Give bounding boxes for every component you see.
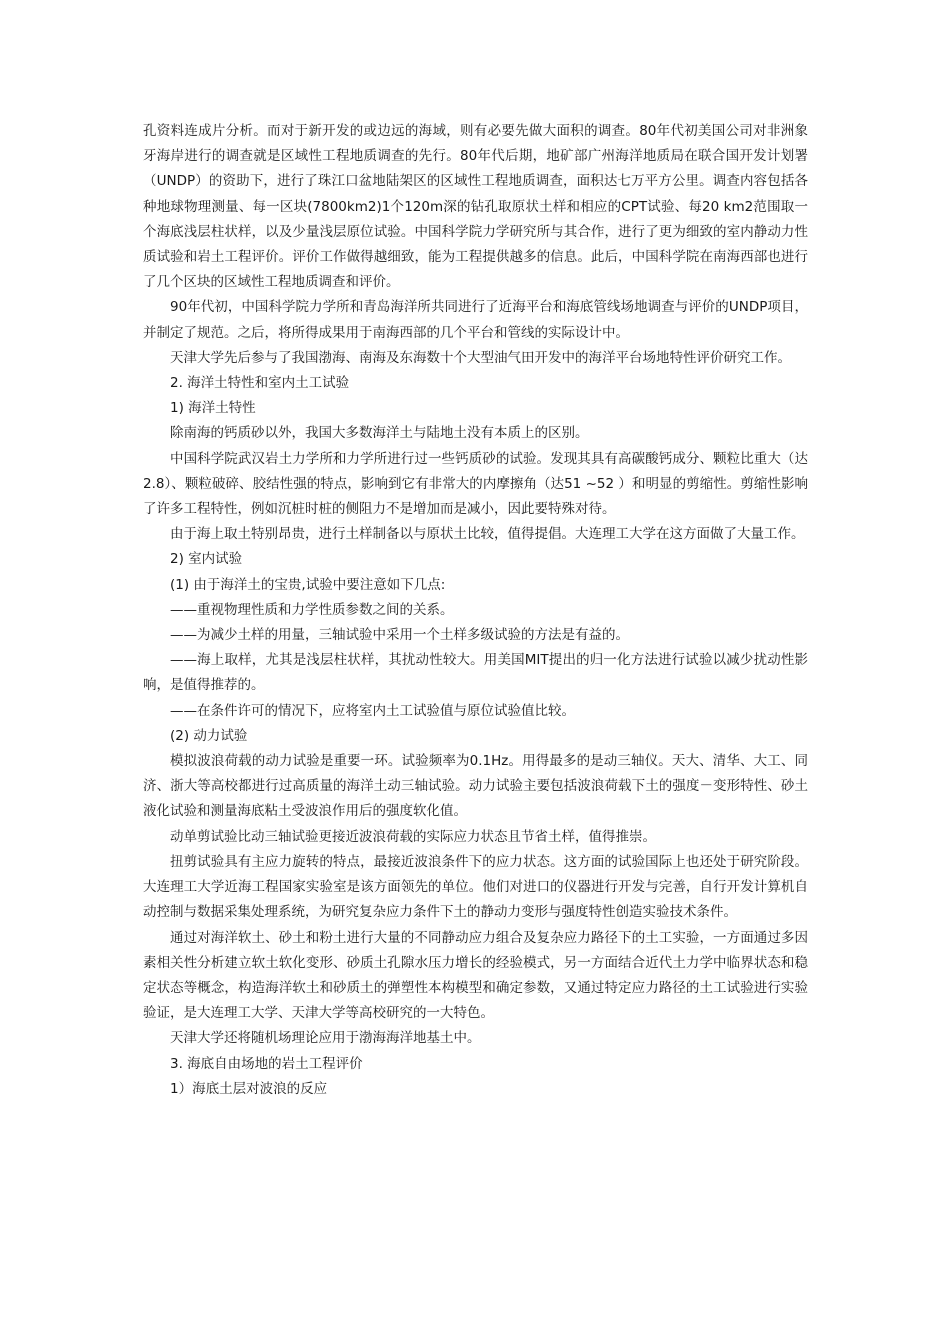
paragraph-random-field: 天津大学还将随机场理论应用于渤海海洋地基土中。 [170, 1030, 481, 1047]
paragraph-sample-preparation: 由于海上取土特别昂贵，进行土样制备以与原状土比较，值得提倡。大连理工大学在这方面做了大量工作。 [170, 526, 805, 543]
subsection-heading-lab-tests: 2) 室内试验 [170, 551, 243, 568]
list-item-in-situ-comparison: ——在条件许可的情况下，应将室内土工试验值与原位试验值比较。 [170, 702, 575, 719]
document-body [143, 119, 808, 1102]
paragraph-constitutive-model: 通过对海洋软土、砂土和粉土进行大量的不同静动应力组合及复杂应力路径下的土工实验，一方面通过多因素相关性分析建立软土软化变形、砂质土孔隙水压力增长的经验模式，另一方面结合近代土力学中临界状态和稳定状态等概念，构造海洋软土和砂质土的弹塑性本构模型和确定参数，又通过特定应力路径的土工试验进行实验验证，是大连理工大学、天津大学等高校研究的一大特色。 [143, 929, 808, 1022]
paragraph-tianjin-university: 天津大学先后参与了我国渤海、南海及东海数十个大型油气田开发中的海洋平台场地特性评价研究工作。 [170, 349, 791, 366]
list-item-physical-mechanical: ——重视物理性质和力学性质参数之间的关系。 [170, 601, 454, 618]
list-item-triaxial: ——为减少土样的用量，三轴试验中采用一个土样多级试验的方法是有益的。 [170, 627, 629, 644]
paragraph-dynamic-simple-shear: 动单剪试验比动三轴试验更接近波浪荷载的实际应力状态且节省土样，值得推崇。 [170, 828, 656, 845]
paragraph-regional-survey: 孔资料连成片分析。而对于新开发的或边远的海域，则有必要先做大面积的调查。80年代初美国公司对非洲象牙海岸进行的调查就是区域性工程地质调查的先行。80年代后期，地矿部广州海洋地质局在联合国开发计划署（UNDP）的资助下，进行了珠江口盆地陆架区的区域性工程地质调查，面积达七万平方公里。调查内容包括各种地球物理测量、每一区块(7800km2)1个120m深的钻孔取原状土样和相应的CPT试验、每20 km2范围取一个海底浅层柱状样，以及少量浅层原位试验。中国科学院力学研究所与其合作，进行了更为细致的室内静动力性质试验和岩土工程评价。评价工作做得越细致，能为工程提供越多的信息。此后，中国科学院在南海西部也进行了几个区块的区域性工程地质调查和评价。 [143, 123, 808, 291]
section-heading-free-field: 3. 海底自由场地的岩土工程评价 [170, 1055, 363, 1072]
paragraph-undp-project: 90年代初，中国科学院力学所和青岛海洋所共同进行了近海平台和海底管线场地调查与评价的UNDP项目，并制定了规范。之后，将所得成果用于南海西部的几个平台和管线的实际设计中。 [143, 299, 808, 341]
subsection-heading-wave-response: 1）海底土层对波浪的反应 [170, 1080, 328, 1097]
section-heading-marine-soil: 2. 海洋土特性和室内土工试验 [170, 375, 350, 392]
list-item-disturbance: ——海上取样，尤其是浅层柱状样，其扰动性较大。用美国MIT提出的归一化方法进行试验以减少扰动性影响，是值得推荐的。 [143, 652, 808, 694]
paragraph-torsional-shear: 扭剪试验具有主应力旋转的特点，最接近波浪条件下的应力状态。这方面的试验国际上也还处于研究阶段。大连理工大学近海工程国家实验室是该方面领先的单位。他们对进口的仪器进行开发与完善，自行开发计算机自动控制与数据采集处理系统，为研究复杂应力条件下土的静动力变形与强度特性创造实验技术条件。 [143, 853, 808, 921]
list-heading-dynamic-tests: (2) 动力试验 [170, 727, 248, 744]
subsection-heading-soil-properties: 1) 海洋土特性 [170, 400, 256, 417]
paragraph-dynamic-triaxial: 模拟波浪荷载的动力试验是重要一环。试验频率为0.1Hz。用得最多的是动三轴仪。天大、清华、大工、同济、浙大等高校都进行过高质量的海洋土动三轴试验。动力试验主要包括波浪荷载下土的强度－变形特性、砂土液化试验和测量海底粘土受波浪作用后的强度软化值。 [143, 753, 808, 820]
list-heading-precautions: (1) 由于海洋土的宝贵,试验中要注意如下几点: [170, 576, 446, 593]
paragraph-wuhan-institute: 中国科学院武汉岩土力学所和力学所进行过一些钙质砂的试验。发现其具有高碳酸钙成分、颗粒比重大（达2.8）、颗粒破碎、胶结性强的特点，影响到它有非常大的内摩擦角（达51 ~52 ）和明显的剪缩性。剪缩性影响了许多工程特性，例如沉桩时桩的侧阻力不是增加而是减小，因此要特殊对待。 [143, 450, 808, 518]
paragraph-calcareous-sand: 除南海的钙质砂以外，我国大多数海洋土与陆地土没有本质上的区别。 [170, 425, 589, 442]
